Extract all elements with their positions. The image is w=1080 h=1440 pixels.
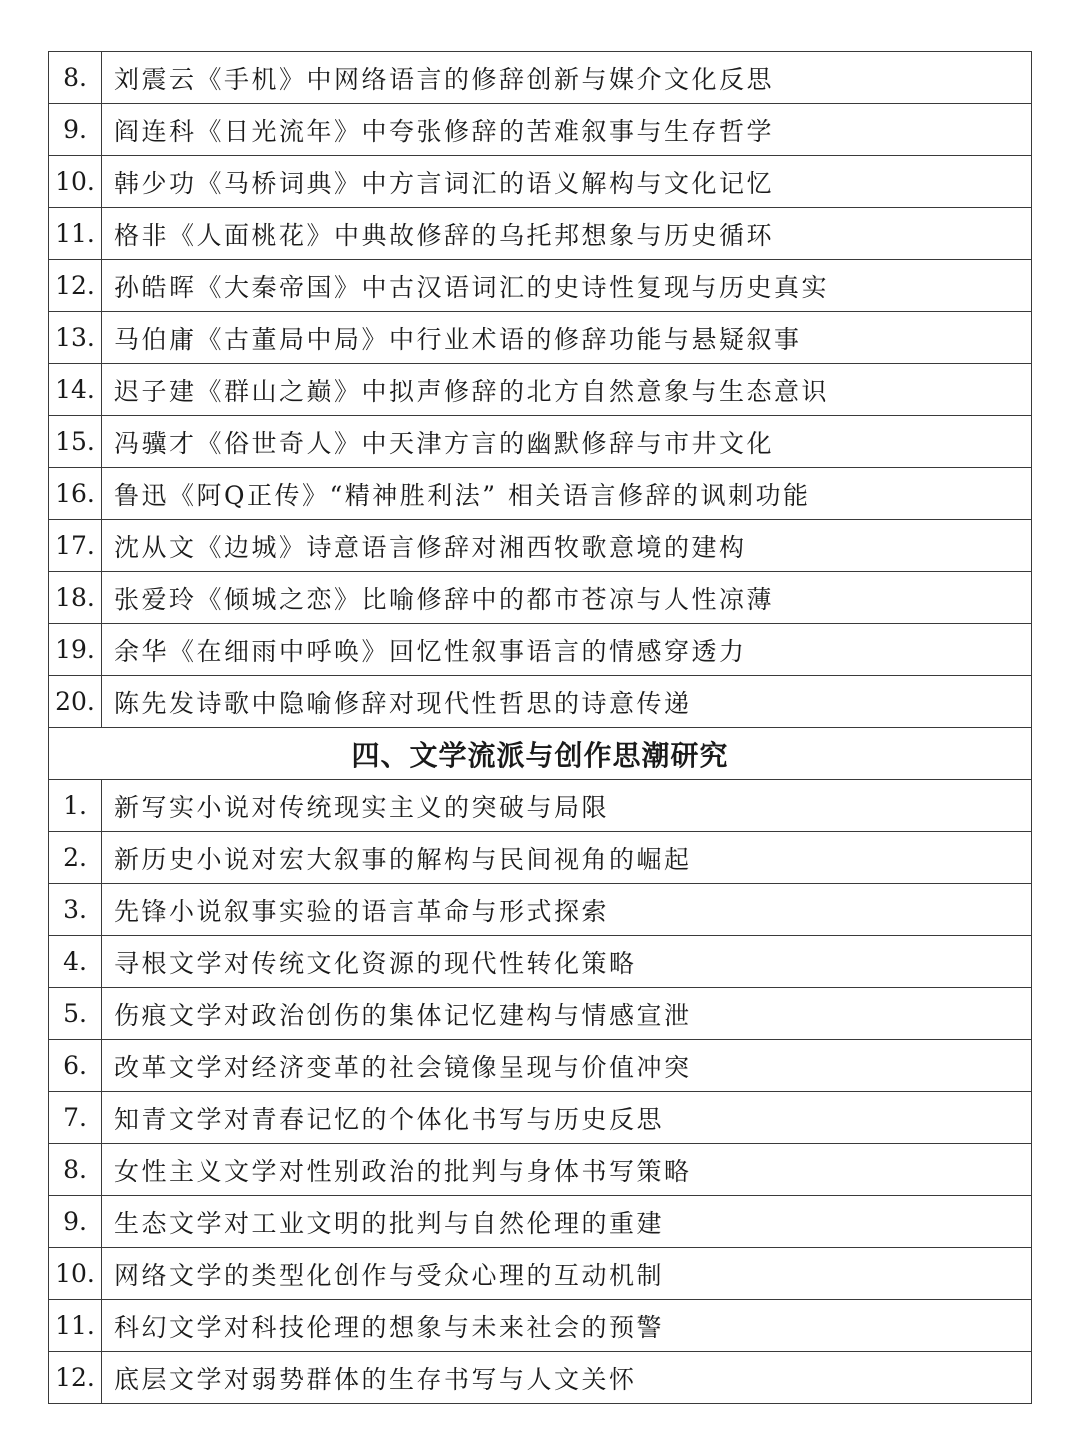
row-number: 10. (49, 1248, 102, 1300)
table-row (49, 52, 1032, 104)
row-number: 9. (49, 1196, 102, 1248)
topic-title: 孙皓晖《大秦帝国》中古汉语词汇的史诗性复现与历史真实 (102, 260, 1032, 312)
row-number: 3. (49, 884, 102, 936)
row-number: 11. (49, 1300, 102, 1352)
topic-title: 鲁迅《阿Q正传》“精神胜利法” 相关语言修辞的讽刺功能 (102, 468, 1032, 520)
row-number: 15. (49, 416, 102, 468)
table-row (49, 312, 1032, 364)
table-row (49, 208, 1032, 260)
topic-title: 迟子建《群山之巅》中拟声修辞的北方自然意象与生态意识 (102, 364, 1032, 416)
row-number: 1. (49, 780, 102, 832)
table-row (49, 468, 1032, 520)
topic-title: 伤痕文学对政治创伤的集体记忆建构与情感宣泄 (102, 988, 1032, 1040)
topic-title: 新写实小说对传统现实主义的突破与局限 (102, 780, 1032, 832)
topic-title: 余华《在细雨中呼唤》回忆性叙事语言的情感穿透力 (102, 624, 1032, 676)
topic-title: 生态文学对工业文明的批判与自然伦理的重建 (102, 1196, 1032, 1248)
row-number: 4. (49, 936, 102, 988)
row-number: 9. (49, 104, 102, 156)
table-row (49, 1040, 1032, 1092)
row-number: 6. (49, 1040, 102, 1092)
topic-title: 陈先发诗歌中隐喻修辞对现代性哲思的诗意传递 (102, 676, 1032, 728)
row-number: 12. (49, 1352, 102, 1404)
table-row (49, 936, 1032, 988)
topic-title: 底层文学对弱势群体的生存书写与人文关怀 (102, 1352, 1032, 1404)
row-number: 2. (49, 832, 102, 884)
table-row (49, 156, 1032, 208)
topic-title: 寻根文学对传统文化资源的现代性转化策略 (102, 936, 1032, 988)
table-row (49, 416, 1032, 468)
table-row (49, 1144, 1032, 1196)
table-row (49, 1248, 1032, 1300)
topic-title: 马伯庸《古董局中局》中行业术语的修辞功能与悬疑叙事 (102, 312, 1032, 364)
table-row (49, 1352, 1032, 1404)
table-row (49, 884, 1032, 936)
row-number: 8. (49, 1144, 102, 1196)
table-row (49, 1300, 1032, 1352)
table-row (49, 832, 1032, 884)
section-four (49, 728, 1032, 1404)
research-topics-table (48, 51, 1032, 1404)
row-number: 16. (49, 468, 102, 520)
table-row (49, 780, 1032, 832)
row-number: 10. (49, 156, 102, 208)
table-row (49, 1092, 1032, 1144)
section-heading: 四、文学流派与创作思潮研究 (49, 728, 1032, 780)
row-number: 13. (49, 312, 102, 364)
table-row (49, 364, 1032, 416)
row-number: 17. (49, 520, 102, 572)
row-number: 19. (49, 624, 102, 676)
topic-title: 沈从文《边城》诗意语言修辞对湘西牧歌意境的建构 (102, 520, 1032, 572)
table-row (49, 104, 1032, 156)
row-number: 18. (49, 572, 102, 624)
row-number: 14. (49, 364, 102, 416)
topic-title: 刘震云《手机》中网络语言的修辞创新与媒介文化反思 (102, 52, 1032, 104)
table-row (49, 1196, 1032, 1248)
topic-title: 知青文学对青春记忆的个体化书写与历史反思 (102, 1092, 1032, 1144)
table-row (49, 572, 1032, 624)
table-row (49, 676, 1032, 728)
topic-title: 改革文学对经济变革的社会镜像呈现与价值冲突 (102, 1040, 1032, 1092)
section-heading-row (49, 728, 1032, 780)
row-number: 12. (49, 260, 102, 312)
row-number: 20. (49, 676, 102, 728)
topic-title: 科幻文学对科技伦理的想象与未来社会的预警 (102, 1300, 1032, 1352)
topic-title: 冯骥才《俗世奇人》中天津方言的幽默修辞与市井文化 (102, 416, 1032, 468)
table-row (49, 624, 1032, 676)
row-number: 11. (49, 208, 102, 260)
topic-title: 阎连科《日光流年》中夸张修辞的苦难叙事与生存哲学 (102, 104, 1032, 156)
table-row (49, 260, 1032, 312)
topic-title: 格非《人面桃花》中典故修辞的乌托邦想象与历史循环 (102, 208, 1032, 260)
row-number: 8. (49, 52, 102, 104)
table-row (49, 520, 1032, 572)
topic-title: 女性主义文学对性别政治的批判与身体书写策略 (102, 1144, 1032, 1196)
part-a-rows (49, 52, 1032, 728)
topic-title: 先锋小说叙事实验的语言革命与形式探索 (102, 884, 1032, 936)
topic-title: 新历史小说对宏大叙事的解构与民间视角的崛起 (102, 832, 1032, 884)
topic-title: 网络文学的类型化创作与受众心理的互动机制 (102, 1248, 1032, 1300)
topic-title: 张爱玲《倾城之恋》比喻修辞中的都市苍凉与人性凉薄 (102, 572, 1032, 624)
table-row (49, 988, 1032, 1040)
row-number: 7. (49, 1092, 102, 1144)
topic-title: 韩少功《马桥词典》中方言词汇的语义解构与文化记忆 (102, 156, 1032, 208)
row-number: 5. (49, 988, 102, 1040)
